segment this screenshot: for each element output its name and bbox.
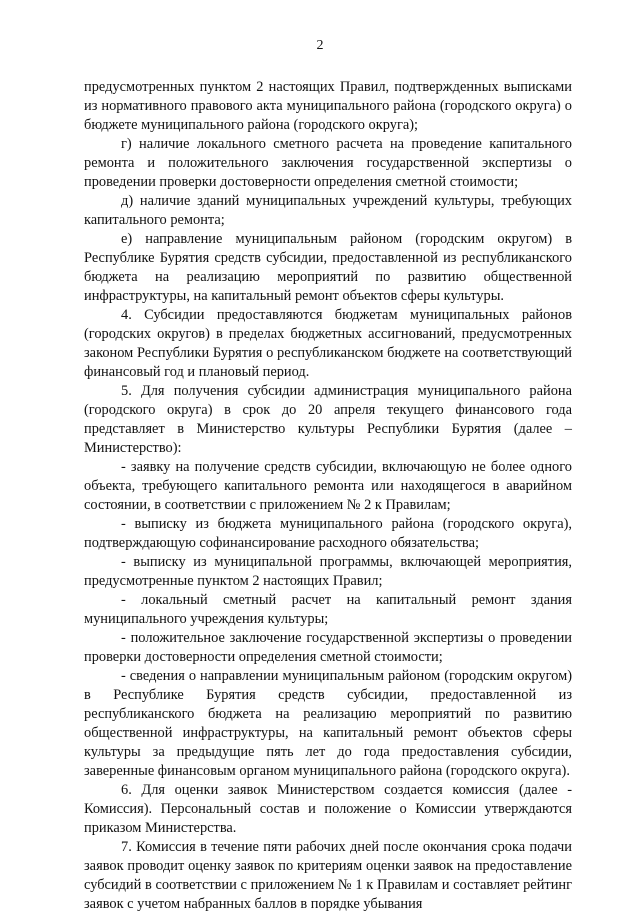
paragraph-clause-7: 7. Комиссия в течение пяти рабочих дней после окончания срока подачи заявок проводит оценку заявок по критериям оценки заявок на предоставление субсидий в соответствии с приложением № 1 к Правилам и составляет рейтинг заявок с учетом набранных баллов в порядке убывания [84, 839, 572, 912]
page-number: 2 [316, 38, 324, 53]
paragraph-clause-5: 5. Для получения субсидии администрация муниципального района (городского округа) в срок до 20 апреля текущего финансового года представляет в Министерство культуры Республики Бурятия (далее – Министерство): [84, 383, 572, 456]
list-item-budget-extract: - выписку из бюджета муниципального района (городского округа), подтверждающую софинансирование расходного обязательства; [84, 516, 572, 551]
list-item-expertise: - положительное заключение государственной экспертизы о проведении проверки достоверности определения сметной стоимости; [84, 630, 572, 665]
paragraph-condition-e: е) направление муниципальным районом (городским округом) в Республике Бурятия средств субсидии, предоставленной из республиканского бюджета на реализацию мероприятий по развитию общественной инфраструктуры, на капитальный ремонт объектов сферы культуры. [84, 231, 572, 304]
paragraph-continuation: предусмотренных пунктом 2 настоящих Правил, подтвержденных выписками из нормативного правового акта муниципального района (городского округа) о бюджете муниципального района (городского округа); [84, 79, 572, 133]
paragraph-clause-4: 4. Субсидии предоставляются бюджетам муниципальных районов (городских округов) в пределах бюджетных ассигнований, предусмотренных законом Республики Бурятия о республиканском бюджете на соответствующий финансовый год и плановый период. [84, 307, 572, 380]
paragraph-condition-g: г) наличие локального сметного расчета на проведение капитального ремонта и положительного заключения государственной экспертизы о проведении проверки достоверности определения сметной стоимости; [84, 136, 572, 190]
list-item-estimate: - локальный сметный расчет на капитальный ремонт здания муниципального учреждения культуры; [84, 592, 572, 627]
paragraph-clause-6: 6. Для оценки заявок Министерством создается комиссия (далее - Комиссия). Персональный состав и положение о Комиссии утверждаются приказом Министерства. [84, 782, 572, 836]
list-item-application: - заявку на получение средств субсидии, включающую не более одного объекта, требующего капитального ремонта или находящегося в аварийном состоянии, в соответствии с приложением № 2 к Правилам; [84, 459, 572, 513]
document-body [84, 78, 572, 914]
list-item-subsidy-info: - сведения о направлении муниципальным районом (городским округом) в Республике Бурятия средств субсидии, предоставленной из республиканского бюджета на реализацию мероприятий по развитию общественной инфраструктуры, на капитальный ремонт объектов сферы культуры за предыдущие пять лет до года предоставления субсидии, заверенные финансовым органом муниципального района (городского округа). [84, 668, 572, 779]
list-item-program-extract: - выписку из муниципальной программы, включающей мероприятия, предусмотренные пунктом 2 настоящих Правил; [84, 554, 572, 589]
paragraph-condition-d: д) наличие зданий муниципальных учреждений культуры, требующих капитального ремонта; [84, 193, 572, 228]
